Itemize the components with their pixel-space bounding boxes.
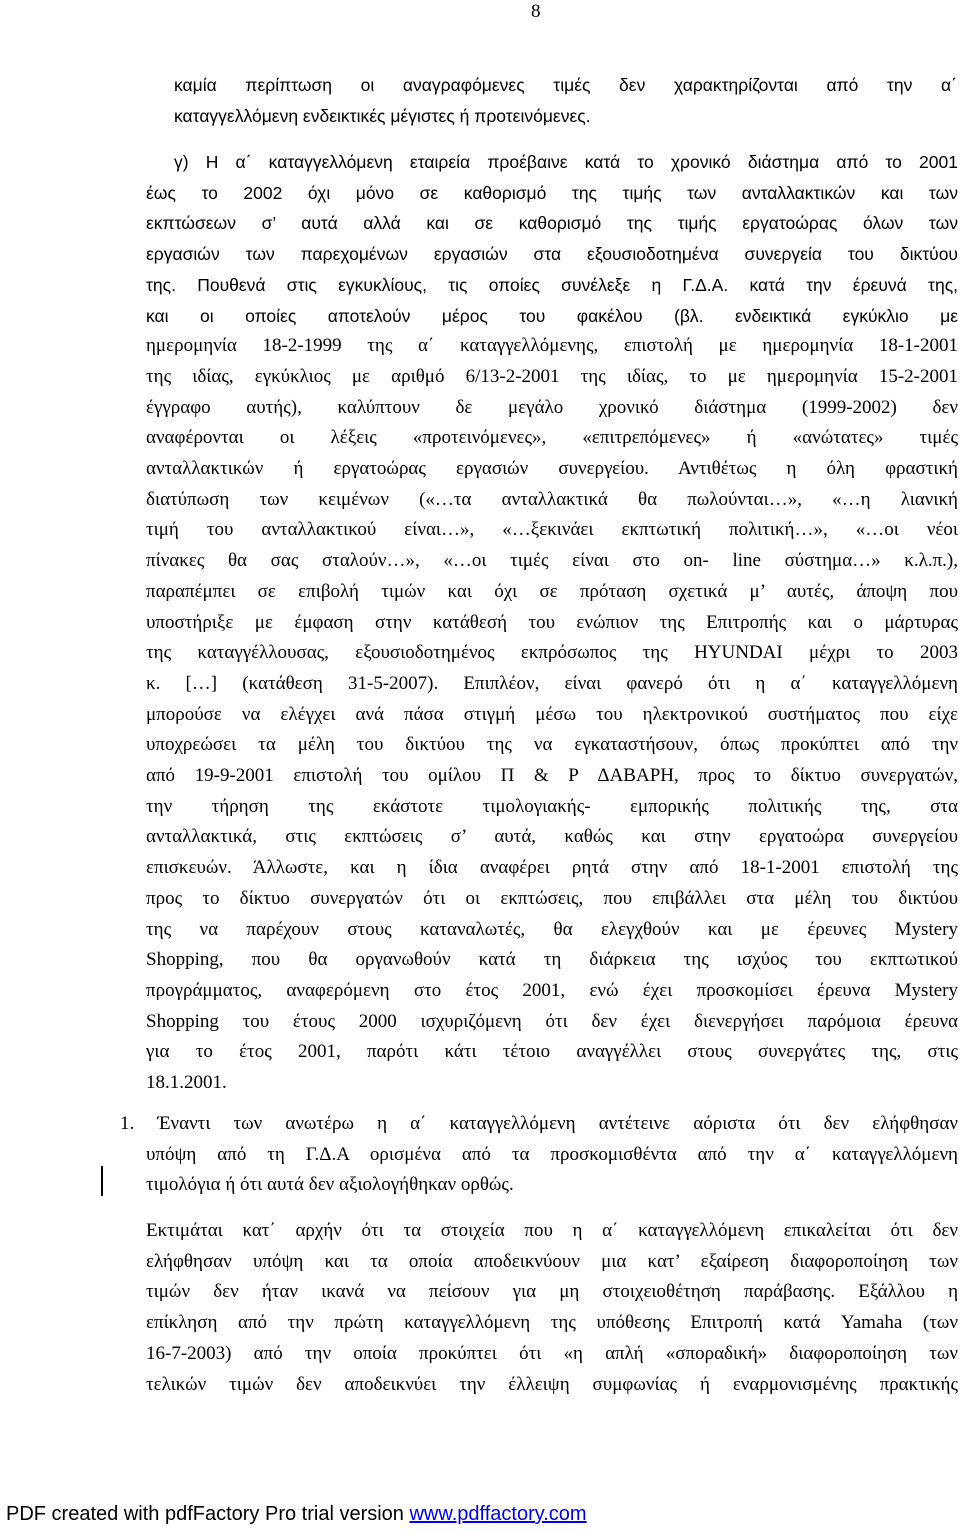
- footer-text: PDF created with pdfFactory Pro trial version: [6, 1503, 410, 1525]
- paragraph-line: της να παρέχουν στους καταναλωτές, θα ελεγχθούν και με έρευνες Mystery: [146, 918, 958, 940]
- paragraph-line: της ιδίας, εγκύκλιος με αριθμό 6/13-2-2001 της ιδίας, το με ημερομηνία 15-2-2001: [146, 365, 958, 387]
- paragraph-line: τιμολόγια ή ότι αυτά δεν αξιολογήθηκαν ορθώς.: [146, 1174, 514, 1196]
- paragraph-line: τιμή του ανταλλακτικού είναι…», «…ξεκινάει εκπτωτική πολιτική…», «…οι νέοι: [146, 519, 958, 541]
- paragraph-line: ανταλλακτικών ή εργατοώρας εργασιών συνεργείου. Αντιθέτως η όλη φραστική: [146, 458, 958, 480]
- paragraph-line: και οι οποίες αποτελούν μέρος του φακέλου (βλ. ενδεικτικά εγκύκλιο με: [146, 305, 958, 326]
- paragraph-line: ελήφθησαν υπόψη και τα οποία αποδεικνύουν μια κατ’ εξαίρεση διαφοροποίηση των: [146, 1250, 958, 1272]
- paragraph-line: υποχρεώσει τα μέλη του δικτύου της να εγκαταστήσουν, όπως προκύπτει από την: [146, 734, 958, 756]
- paragraph-line: έγγραφο αυτής), καλύπτουν δε μεγάλο χρονικό διάστημα (1999-2002) δεν: [146, 396, 958, 418]
- paragraph-line: γ) Η α΄ καταγγελλόμενη εταιρεία προέβαινε κατά το χρονικό διάστημα από το 2001: [174, 152, 958, 172]
- paragraph-line: υποστήριξε με έμφαση στην κατάθεσή του ενώπιον της Επιτροπής και ο μάρτυρας: [146, 611, 958, 633]
- paragraph-line: καμία περίπτωση οι αναγραφόμενες τιμές δεν χαρακτηρίζονται από την α΄: [174, 75, 957, 95]
- paragraph-line: τελικών τιμών δεν αποδεικνύει την έλλειψη συμφωνίας ή εναρμονισμένης πρακτικής: [146, 1373, 958, 1395]
- paragraph-line: κ. […] (κατάθεση 31-5-2007). Επιπλέον, είναι φανερό ότι η α΄ καταγγελλόμενη: [146, 672, 958, 694]
- numbered-paragraph-1: [120, 1109, 958, 1201]
- paragraph-assessment: [146, 1216, 958, 1400]
- paragraph-line: παραπέμπει σε επιβολή τιμών και όχι σε πρόταση σχετικά μ’ αυτές, άποψη που: [146, 580, 958, 602]
- paragraph-gamma: [146, 147, 958, 1099]
- paragraph-line: επίκληση από την πρώτη καταγγελλόμενη της υπόθεσης Επιτροπή κατά Yamaha (των: [146, 1312, 958, 1334]
- paragraph-line: την τήρηση της εκάστοτε τιμολογιακής- εμπορικής πολιτικής της, στα: [146, 795, 958, 817]
- paragraph-line: ημερομηνία 18-2-1999 της α΄ καταγγελλόμενης, επιστολή με ημερομηνία 18-1-2001: [146, 335, 958, 357]
- pdf-footer: [6, 1502, 587, 1526]
- revision-bar: [101, 1166, 103, 1196]
- paragraph-line: διατύπωση των κειμένων («…τα ανταλλακτικά θα πωλούνται…», «…η λιανική: [146, 488, 958, 510]
- paragraph-line: καταγγελλόμενη ενδεικτικές μέγιστες ή προτεινόμενες.: [174, 105, 591, 126]
- paragraph-line: για το έτος 2001, παρότι κάτι τέτοιο αναγγέλλει στους συνεργάτες της, στις: [146, 1041, 958, 1063]
- paragraph-line: εκπτώσεων σ’ αυτά αλλά και σε καθορισμό της τιμής εργατοώρας όλων των: [146, 213, 958, 234]
- paragraph-line: υπόψη από τη Γ.Δ.Α ορισμένα από τα προσκομισθέντα από την α΄ καταγγελλόμενη: [146, 1143, 958, 1165]
- paragraph-line: προγράμματος, αναφερόμενη στο έτος 2001, ενώ έχει προσκομίσει έρευνα Mystery: [146, 979, 958, 1001]
- paragraph-line: της καταγγέλλουσας, εξουσιοδοτημένος εκπρόσωπος της HYUNDAI μέχρι το 2003: [146, 642, 958, 664]
- footer-link[interactable]: www.pdffactory.com: [409, 1503, 587, 1525]
- paragraph-line: από 19-9-2001 επιστολή του ομίλου Π & Ρ ΔΑΒΑΡΗ, προς το δίκτυο συνεργατών,: [146, 765, 958, 787]
- paragraph-line: τιμών δεν ήταν ικανά να πείσουν για μη στοιχειοθέτηση παράβασης. Εξάλλου η: [146, 1281, 958, 1303]
- paragraph-line: της. Πουθενά στις εγκυκλίους, τις οποίες συνέλεξε η Γ.Δ.Α. κατά την έρευνά της,: [146, 274, 958, 295]
- paragraph-line: έως το 2002 όχι μόνο σε καθορισμό της τιμής των ανταλλακτικών και των: [146, 182, 958, 203]
- paragraph-line: ανταλλακτικά, στις εκπτώσεις σ’ αυτά, καθώς και στην εργατοώρα συνεργείου: [146, 826, 958, 848]
- paragraph-line: εργασιών των παρεχομένων εργασιών στα εξουσιοδοτημένα συνεργεία του δικτύου: [146, 244, 958, 265]
- paragraph-line: προς το δίκτυο συνεργατών ότι οι εκπτώσεις, που επιβάλλει στα μέλη του δικτύου: [146, 887, 958, 909]
- paragraph-line: αναφέρονται οι λέξεις «προτεινόμενες», «επιτρεπόμενες» ή «ανώτατες» τιμές: [146, 427, 958, 449]
- paragraph-line: πίνακες θα σας σταλούν…», «…οι τιμές είναι στο on- line σύστημα…» κ.λ.π.),: [146, 550, 958, 572]
- paragraph-line: 1. Έναντι των ανωτέρω η α΄ καταγγελλόμενη αντέτεινε αόριστα ότι δεν ελήφθησαν: [120, 1113, 958, 1134]
- paragraph-line: Εκτιμάται κατ΄ αρχήν ότι τα στοιχεία που η α΄ καταγγελλόμενη επικαλείται ότι δεν: [146, 1220, 958, 1241]
- paragraph-line: Shopping, που θα οργανωθούν κατά τη διάρκεια της ισχύος του εκπτωτικού: [146, 949, 958, 971]
- paragraph-line: μπορούσε να ελέγχει ανά πάσα στιγμή μέσω του ηλεκτρονικού συστήματος που είχε: [146, 703, 958, 725]
- paragraph-line: επισκευών. Άλλωστε, και η ίδια αναφέρει ρητά στην από 18-1-2001 επιστολή της: [146, 857, 958, 879]
- paragraph-line: 18.1.2001.: [146, 1072, 227, 1094]
- paragraph-line: Shopping του έτους 2000 ισχυριζόμενη ότι δεν έχει διενεργήσει παρόμοια έρευνα: [146, 1010, 958, 1032]
- paragraph-continuation: [174, 70, 957, 131]
- paragraph-line: 16-7-2003) από την οποία προκύπτει ότι «η απλή «σποραδική» διαφοροποίηση των: [146, 1342, 958, 1364]
- page-number: 8: [531, 1, 541, 22]
